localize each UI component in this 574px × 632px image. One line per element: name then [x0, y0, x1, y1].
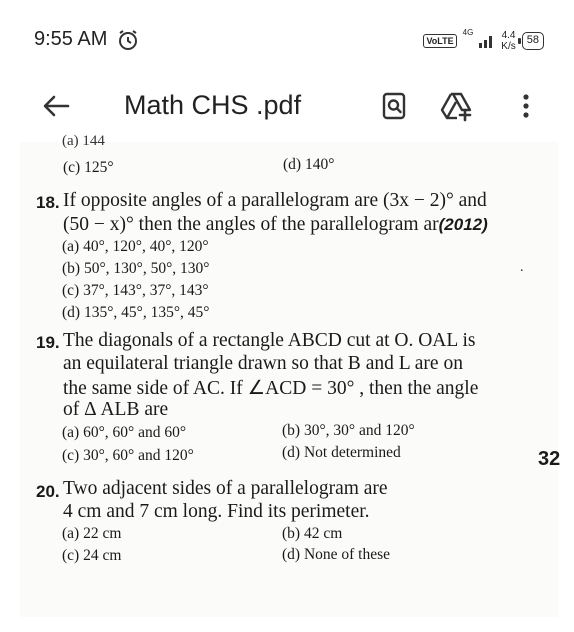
system-indicators [423, 28, 544, 54]
question-19-line-1: The diagonals of a rectangle ABCD cut at O. OAL is [63, 330, 476, 351]
pdf-page[interactable] [20, 133, 561, 617]
question-18-number: 18. [36, 193, 60, 212]
question-18-option-d: (d) 135°, 45°, 135°, 45° [62, 304, 210, 321]
question-20-option-b: (b) 42 cm [282, 525, 343, 542]
document-title: Math CHS .pdf [124, 90, 302, 120]
question-19-line-4: of Δ ALB are [63, 399, 169, 420]
question-18-option-a: (a) 40°, 120°, 40°, 120° [62, 238, 209, 255]
question-19-option-a: (a) 60°, 60° and 60° [62, 424, 187, 441]
question-19-option-b: (b) 30°, 30° and 120° [282, 422, 415, 439]
question-20-number: 20. [36, 482, 60, 501]
prev-option-d: (d) 140° [283, 156, 335, 173]
status-bar [0, 0, 574, 72]
network-speed [501, 30, 515, 52]
question-19-option-d: (d) Not determined [282, 444, 401, 461]
stray-dot: . [520, 260, 524, 275]
margin-page-number: 32 [538, 448, 561, 470]
speed-unit: K/s [501, 41, 516, 52]
volte-badge: VoLTE [423, 34, 456, 48]
question-19-line-2: an equilateral triangle drawn so that B and L are on [63, 353, 463, 374]
question-20-option-a: (a) 22 cm [62, 525, 122, 542]
question-19-number: 19. [36, 333, 60, 352]
question-18-option-b: (b) 50°, 130°, 50°, 130° [62, 260, 210, 277]
question-18-line-2-text: (50 − x)° then the angles of the parallelogram ar [63, 214, 439, 235]
add-to-drive-icon[interactable] [440, 90, 472, 122]
question-20-line-2: 4 cm and 7 cm long. Find its perimeter. [63, 501, 370, 522]
battery-icon: 58 [522, 32, 544, 50]
question-18-line-1: If opposite angles of a parallelogram are (3x − 2)° and [63, 190, 487, 211]
question-20-line-1: Two adjacent sides of a parallelogram are [63, 478, 388, 499]
speed-value: 4.4 [501, 30, 516, 41]
bottom-margin [0, 617, 574, 632]
question-18-line-2 [63, 214, 488, 236]
prev-option-a: (a) 144 [62, 133, 105, 149]
search-in-document-icon[interactable] [378, 90, 410, 122]
status-time: 9:55 AM [34, 28, 108, 50]
signal-label: 4G [462, 28, 474, 37]
question-20-option-c: (c) 24 cm [62, 547, 122, 564]
back-arrow-icon[interactable] [40, 90, 72, 122]
question-19-option-c: (c) 30°, 60° and 120° [62, 447, 194, 464]
alarm-clock-icon [116, 28, 140, 52]
prev-option-c: (c) 125° [63, 159, 114, 176]
question-18-option-c: (c) 37°, 143°, 37°, 143° [62, 282, 209, 299]
question-19-line-3: the same side of AC. If ∠ACD = 30° , then the angle [63, 378, 479, 399]
more-options-icon[interactable] [510, 90, 542, 122]
question-18-year: (2012) [438, 215, 488, 234]
question-20-option-d: (d) None of these [282, 546, 391, 563]
signal-strength-icon [479, 34, 495, 48]
app-bar [0, 72, 574, 142]
